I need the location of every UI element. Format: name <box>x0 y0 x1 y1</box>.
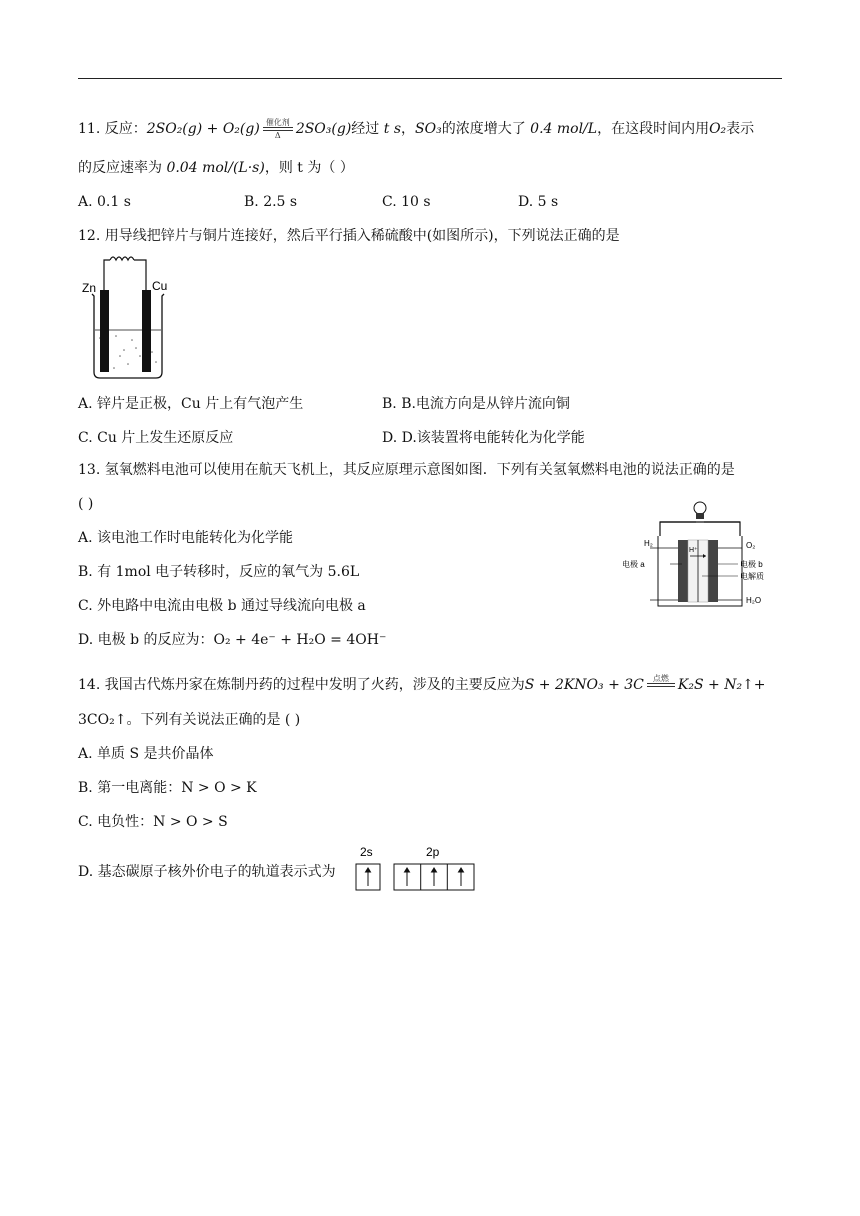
fig-electrode-a-label: 电极 a <box>622 560 645 569</box>
q12-option-a: A. 锌片是正极，Cu 片上有气泡产生 <box>78 396 304 412</box>
q14-ignite: 点燃 <box>652 674 669 683</box>
q11-t: t s <box>383 121 402 137</box>
q12-option-b: B. B.电流方向是从锌片流向铜 <box>382 396 570 412</box>
orbital-diagram <box>354 842 478 894</box>
electrode-a <box>678 540 688 602</box>
q11-conc: 0.4 mol/L <box>530 121 598 137</box>
q11-heat: Δ <box>274 131 281 140</box>
q11-eq-left: 2SO₂(g) + O₂(g) <box>146 121 260 137</box>
q11-text-e: 表示 <box>726 121 755 137</box>
fig-h2o-label: H₂O <box>746 596 762 605</box>
q11-text-c: 的浓度增大了 <box>441 121 531 137</box>
q11-condition-arrow <box>262 118 294 140</box>
q13-stem: 13. 氢氧燃料电池可以使用在航天飞机上，其反应原理示意图如图．下列有关氢氧燃料电池的说法正确的是 <box>78 462 735 478</box>
fig-hplus-label: H⁺ <box>689 547 698 554</box>
q14-condition-arrow <box>646 674 676 696</box>
zn-label: Zn <box>82 281 97 295</box>
fuel-cell-figure <box>622 496 782 612</box>
q12-stem: 12. 用导线把锌片与铜片连接好，然后平行插入稀硫酸中(如图所示)，下列说法正确的是 <box>78 228 620 244</box>
q14-option-c: C. 电负性：N > O > S <box>78 814 228 830</box>
q13-option-d: D. 电极 b 的反应为：O₂ + 4e⁻ + H₂O = 4OH⁻ <box>78 632 387 648</box>
q13-option-c: C. 外电路中电流由电极 b 通过导线流向电极 a <box>78 598 366 614</box>
fig-electrolyte-label: 电解质 <box>740 572 764 581</box>
orbital-2s-label: 2s <box>360 845 373 859</box>
q14-line2: 3CO₂↑。下列有关说法正确的是 ( ) <box>78 712 301 728</box>
q13-paren: ( ) <box>78 496 94 512</box>
q11-o2: O₂ <box>709 121 727 137</box>
q11-text-a: 经过 <box>351 121 384 137</box>
cu-label: Cu <box>152 279 168 293</box>
q14-option-b: B. 第一电离能：N > O > K <box>78 780 257 796</box>
q11-text-f: 的反应速率为 <box>78 160 167 176</box>
q12-option-c: C. Cu 片上发生还原反应 <box>78 430 234 446</box>
q11-so3: SO₃ <box>415 121 442 137</box>
q11-eq-right: 2SO₃(g) <box>295 121 352 137</box>
q14-option-a: A. 单质 S 是共价晶体 <box>78 746 214 762</box>
q11-prefix: 11. 反应： <box>78 121 147 137</box>
q11-rate: 0.04 mol/(L·s) <box>166 160 265 176</box>
q11-text-g: ，则 t 为（ ） <box>264 160 354 176</box>
electrode-b <box>708 540 718 602</box>
q14-eq-right: K₂S + N₂↑+ <box>677 677 766 693</box>
q11-option-a: A. 0.1 s <box>78 194 131 210</box>
q11-text-b: ， <box>401 121 416 137</box>
zn-electrode <box>100 290 109 372</box>
q11-option-d: D. 5 s <box>518 194 559 210</box>
q11-line2 <box>78 158 354 178</box>
fig-h2-label: H₂ <box>644 539 653 548</box>
q11-text-d: ，在这段时间内用 <box>597 121 710 137</box>
q12-option-d: D. D.该装置将电能转化为化学能 <box>382 430 585 446</box>
q13-option-b: B. 有 1mol 电子转移时，反应的氧气为 5.6L <box>78 564 360 580</box>
q14-prefix: 14. 我国古代炼丹家在炼制丹药的过程中发明了火药，涉及的主要反应为 <box>78 677 525 693</box>
bulb-icon <box>696 513 704 519</box>
header-rule <box>78 78 782 79</box>
cu-electrode <box>142 290 151 372</box>
q14-line1 <box>78 674 766 696</box>
fig-electrode-b-label: 电极 b <box>740 560 763 569</box>
q11-option-c: C. 10 s <box>382 194 431 210</box>
fig-o2-label: O₂ <box>746 541 756 550</box>
orbital-2p-label: 2p <box>426 845 440 859</box>
q14-eq-left: S + 2KNO₃ + 3C <box>524 677 644 693</box>
q11-catalyst: 催化剂 <box>265 118 290 127</box>
q14-option-d: D. 基态碳原子核外价电子的轨道表示式为 <box>78 864 336 880</box>
zn-cu-cell-figure <box>80 252 176 382</box>
q13-option-a: A. 该电池工作时电能转化为化学能 <box>78 530 294 546</box>
q11-line1 <box>78 118 754 140</box>
q11-option-b: B. 2.5 s <box>244 194 298 210</box>
